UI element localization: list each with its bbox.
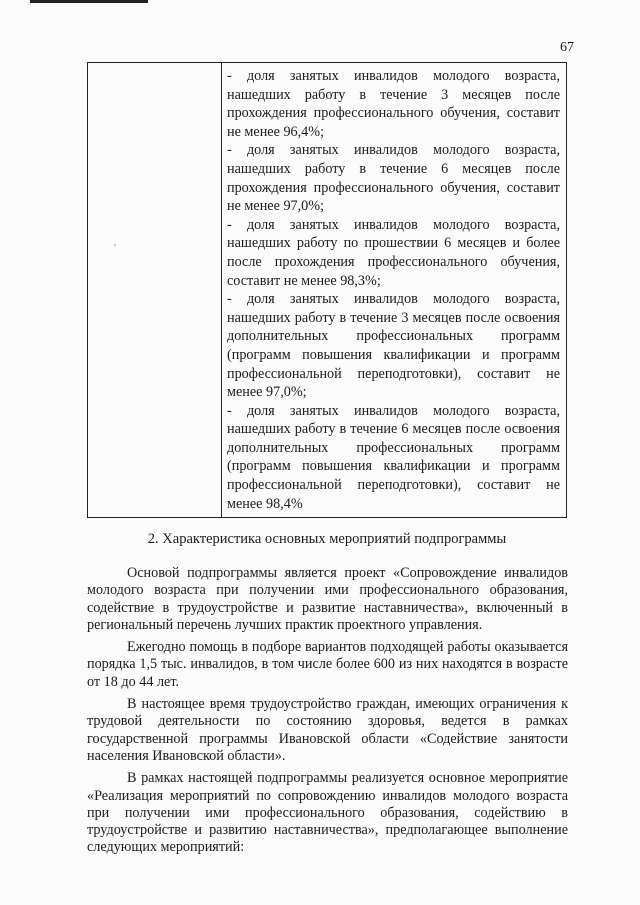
section-title: 2. Характеристика основных мероприятий подпрограммы [147, 531, 507, 547]
table-row [88, 63, 567, 518]
table-cell-right [222, 63, 567, 518]
target-indicator-item: - доля занятых инвалидов молодого возраста, нашедших работу по прошествии 6 месяцев и более после прохождения профессионального обучения, составит не менее 98,3%; [227, 216, 560, 289]
table-cell-left [88, 63, 222, 518]
target-indicator-item: - доля занятых инвалидов молодого возраста, нашедших работу в течение 6 месяцев после прохождения профессионального обучения, составит не менее 97,0%; [227, 142, 560, 215]
body-paragraph: Ежегодно помощь в подборе вариантов подходящей работы оказывается порядка 1,5 тыс. инвалидов, в том числе более 600 из них находятся в возрасте от 18 до 44 лет. [87, 639, 568, 690]
body-paragraph: В настоящее время трудоустройство граждан, имеющих ограничения к трудовой деятельности по состоянию здоровья, ведется в рамках государственной программы Ивановской области «Содействие занятости населения Ивановской области». [87, 696, 568, 764]
stray-mark: ' [114, 243, 116, 254]
section-body [87, 565, 568, 862]
top-rule [30, 0, 148, 3]
targets-table [87, 62, 567, 518]
target-indicator-item: - доля занятых инвалидов молодого возраста, нашедших работу в течение 3 месяцев после освоения дополнительных профессиональных программ (программ повышения квалификации и программ профессиональной переподготовки), составит не менее 97,0%; [227, 291, 560, 401]
body-paragraph: Основой подпрограммы является проект «Сопровождение инвалидов молодого возраста при получении ими профессионального образования, содействие в трудоустройстве и развитие наставничества», включенный в региональный перечень лучших практик проектного управления. [87, 565, 568, 633]
target-indicator-item: - доля занятых инвалидов молодого возраста, нашедших работу в течение 3 месяцев после прохождения профессионального обучения, составит не менее 96,4%; [227, 68, 560, 140]
body-paragraph: В рамках настоящей подпрограммы реализуется основное мероприятие «Реализация мероприятий по сопровождению инвалидов молодого возраста при получении ими профессионального образования, содействию в трудоустройстве и развитию наставничества», предполагающее выполнение следующих мероприятий: [87, 770, 568, 856]
page-number: 67 [560, 40, 574, 55]
target-indicator-item: - доля занятых инвалидов молодого возраста, нашедших работу в течение 6 месяцев после освоения дополнительных профессиональных программ (программ повышения квалификации и программ профессиональной переподготовки), составит не менее 98,4% [227, 402, 560, 512]
